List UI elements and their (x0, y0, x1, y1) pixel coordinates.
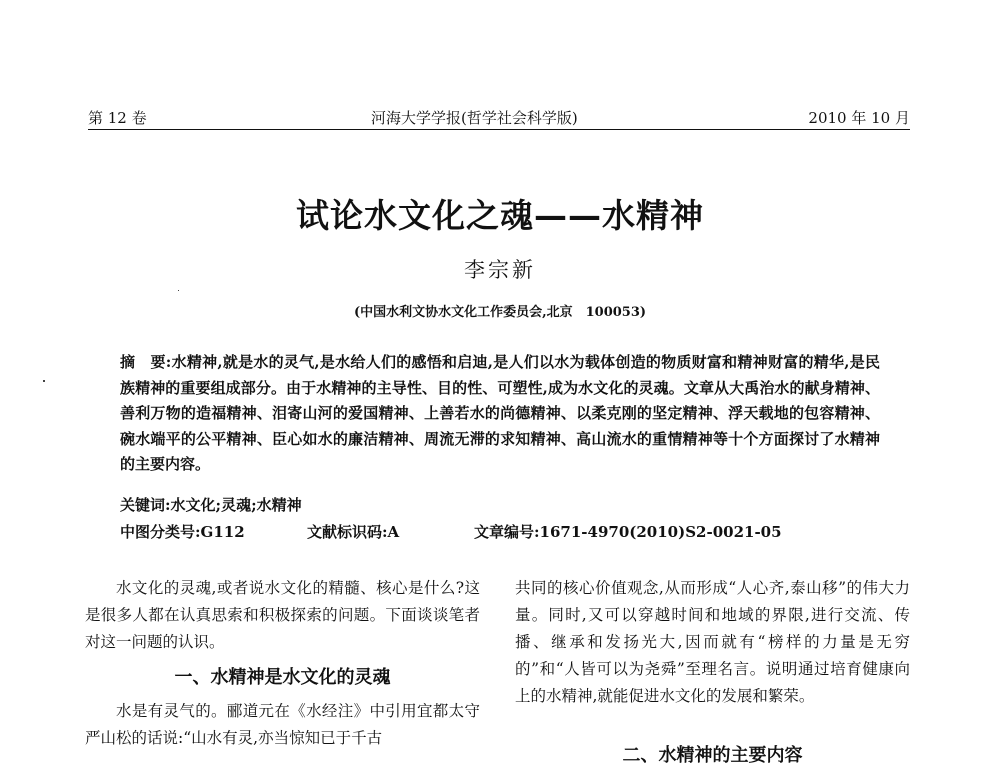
keywords-label: 关键词: (120, 496, 171, 514)
body-column-right (515, 575, 910, 710)
author-name: 李宗新 (464, 258, 536, 282)
body-paragraph: 水文化的灵魂,或者说水文化的精髓、核心是什么?这是很多人都在认真思索和积极探索的问题。下面谈谈笔者对这一问题的认识。 (85, 579, 480, 651)
body-paragraph: 共同的核心价值观念,从而形成“人心齐,泰山移”的伟大力量。同时,又可以穿越时间和地域的界限,进行交流、传播、继承和发扬光大,因而就有“榜样的力量是无穷的”和“人皆可以为尧舜”至理名言。说明通过培育健康向上的水精神,就能促进水文化的发展和繁荣。 (515, 579, 910, 705)
scan-speck (43, 380, 45, 382)
keywords-line (120, 494, 302, 515)
document-code: 文献标识码:A (307, 523, 400, 541)
abstract-label: 摘 要: (120, 353, 172, 371)
body-paragraph: 水是有灵气的。郦道元在《水经注》中引用宜都太守严山松的话说:“山水有灵,亦当惊知已于千古 (85, 702, 480, 747)
header-journal-name: 河海大学学报(哲学社会科学版) (371, 109, 578, 127)
running-header (88, 107, 910, 130)
paper-title: 试论水文化之魂——水精神 (296, 196, 704, 235)
section-heading-1: 一、水精神是水文化的灵魂 (174, 667, 391, 688)
body-column-left (85, 575, 480, 752)
abstract (120, 350, 880, 478)
header-volume: 第 12 卷 (88, 109, 147, 127)
article-number: 文章编号:1671-4970(2010)S2-0021-05 (474, 523, 782, 541)
scan-speck (178, 290, 179, 291)
section-heading-2: 二、水精神的主要内容 (622, 745, 803, 766)
header-date: 2010 年 10 月 (808, 109, 910, 127)
author-affiliation: (中国水利文协水文化工作委员会,北京 100053) (353, 305, 647, 320)
abstract-text: 水精神,就是水的灵气,是水给人们的感悟和启迪,是人们以水为载体创造的物质财富和精神财富的精华,是民族精神的重要组成部分。由于水精神的主导性、目的性、可塑性,成为水文化的灵魂。文章从大禹治水的献身精神、善利万物的造福精神、泪寄山河的爱国精神、上善若水的尚德精神、以柔克刚的坚定精神、浮天载地的包容精神、碗水端平的公平精神、臣心如水的廉洁精神、周流无滞的求知精神、高山流水的重情精神等十个方面探讨了水精神的主要内容。 (120, 353, 880, 473)
clc-number: 中图分类号:G112 (120, 523, 245, 541)
keywords-text: 水文化;灵魂;水精神 (170, 496, 302, 514)
